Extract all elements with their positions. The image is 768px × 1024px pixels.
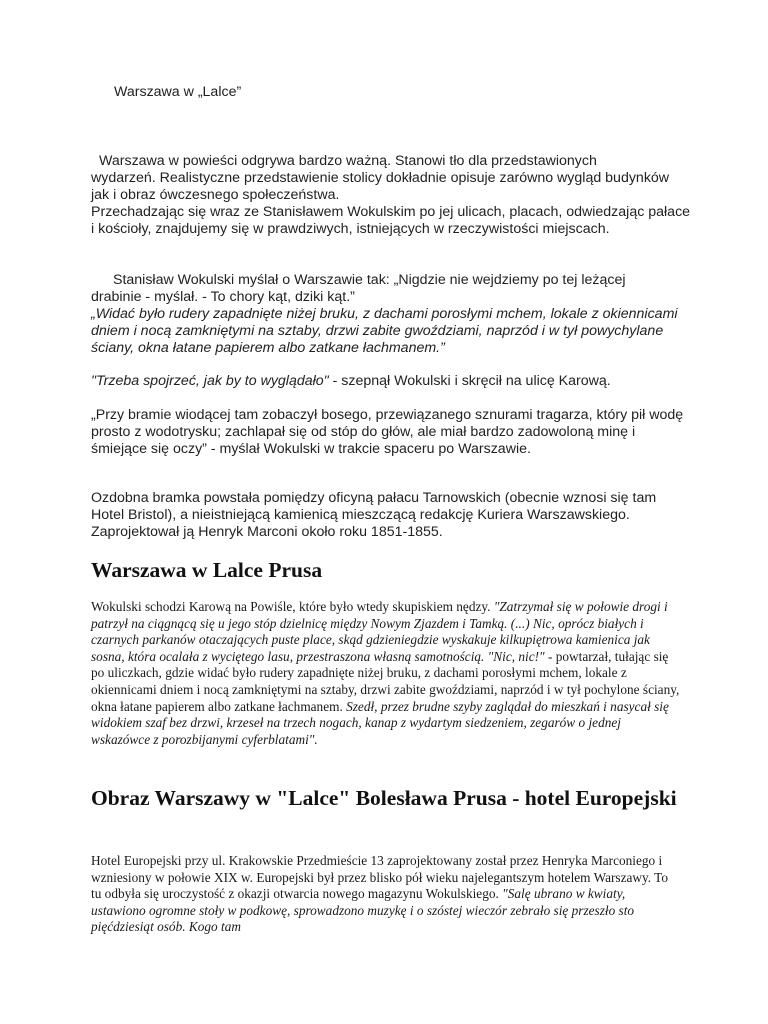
- quote-section: [91, 272, 691, 357]
- quote-rudery: „Widać było rudery zapadnięte niżej bruku, z dachami porosłymi mchem, lokale z okiennicami dniem i nocą zamkniętymi na sztaby, drzwi zabite gwoździami, naprzód i w tył powychylane ściany, okna łatane papierem albo zatkane łachmanem.”: [91, 306, 678, 356]
- intro-paragraph-1-rest: wydarzeń. Realistyczne przedstawienie stolicy dokładnie opisuje zarówno wygląd budynków jak i obraz ówczesnego społeczeństwa.: [91, 170, 670, 203]
- quote-intro-line: Stanisław Wokulski myślał o Warszawie tak: „Nigdzie nie wejdziemy po tej leżącej: [113, 272, 626, 288]
- intro-section: [91, 153, 691, 238]
- bramka-paragraph: Ozdobna bramka powstała pomiędzy oficyną pałacu Tarnowskich (obecnie wznosi się tam Hotel Bristol), a nieistniejącą kamienicą mieszczącą redakcję Kuriera Warszawskiego. Zaprojektował ją Henryk Marconi około roku 1851-1855.: [91, 490, 657, 540]
- quote-intro-rest: drabinie - myślał. - To chory kąt, dziki kąt.”: [91, 289, 355, 305]
- section2-text: Hotel Europejski przy ul. Krakowskie Przedmieście 13 zaprojektowany został przez Henryka Marconiego i wzniesiony w połowie XIX w. Europejski był przez blisko pół wieku najelegantszym hotelem Warszawy. To tu odbyła się uroczystość z okazji otwarcia nowego magazynu Wokulskiego.: [91, 853, 669, 902]
- intro-paragraph-1-line-1: Warszawa w powieści odgrywa bardzo ważną. Stanowi tło dla przedstawionych: [99, 153, 597, 169]
- karowa-paragraph: [91, 373, 691, 390]
- section1-text-1: Wokulski schodzi Karową na Powiśle, które było wtedy skupiskiem nędzy.: [91, 599, 494, 614]
- section1-body: [91, 599, 681, 748]
- section-heading-hotel-europejski: Obraz Warszawy w "Lalce" Bolesława Prusa - hotel Europejski: [91, 786, 677, 810]
- section-heading-lalce-prusa: Warszawa w Lalce Prusa: [91, 558, 323, 582]
- section1-text-2: - powtarzał, tułając się po uliczkach, gdzie widać było rudery zapadnięte niżej bruku, z dachami porosłymi mchem, lokale z okiennicami dniem i nocą zamkniętymi na sztaby, drzwi zabite gwoździami, naprzód i w tył pochylone ściany, okna łatane papierem albo zatkane łachmanem.: [91, 648, 680, 714]
- section2-body: [91, 853, 681, 936]
- brama-paragraph: „Przy bramie wiodącej tam zobaczył bosego, przewiązanego sznurami tragarza, który pił wodę prosto z wodotrysku; zachlapał się od stóp do głów, ale miał bardzo zadowoloną minę i śmiejące się oczy” - myślał Wokulski w trakcie spaceru po Warszawie.: [91, 407, 684, 457]
- section1-quote-2: Szedł, przez brudne szyby zaglądał do mieszkań i nasycał się widokiem szaf bez drzwi, krzeseł na trzech nogach, kanap z wydartym siedzeniem, zegarów o jednej wskazówce z porozbijanymi cyferblatami".: [91, 698, 669, 747]
- intro-paragraph-2: Przechadzając się wraz ze Stanisławem Wokulskim po jej ulicach, placach, odwiedzając pałace i kościoły, znajdujemy się w prawdziwych, istniejących w rzeczywistości miejscach.: [91, 204, 691, 237]
- karowa-quote: "Trzeba spojrzeć, jak by to wyglądało": [91, 373, 329, 389]
- karowa-text: - szepnął Wokulski i skręcił na ulicę Karową.: [328, 373, 611, 389]
- section1-quote-1: "Zatrzymał się w połowie drogi i patrzył na ciągnącą się u jego stóp dzielnicę między Nowym Zjazdem i Tamką. (...) Nic, oprócz białych i czarnych parkanów otaczających puste place, skąd gdzieniegdzie wyskakuje kilkupiętrowa kamienica jak sosna, która ocalała z wyciętego lasu, przestraszona własną samotnością. "Nic, nic!": [91, 599, 668, 664]
- section2-quote: "Salę ubrano w kwiaty, ustawiono ogromne stoły w podkowę, sprowadzono muzykę i o szóstej wieczór zebrało się przeszło sto pięćdziesiąt osób. Kogo tam: [91, 886, 635, 935]
- document-title: Warszawa w „Lalce”: [114, 84, 242, 100]
